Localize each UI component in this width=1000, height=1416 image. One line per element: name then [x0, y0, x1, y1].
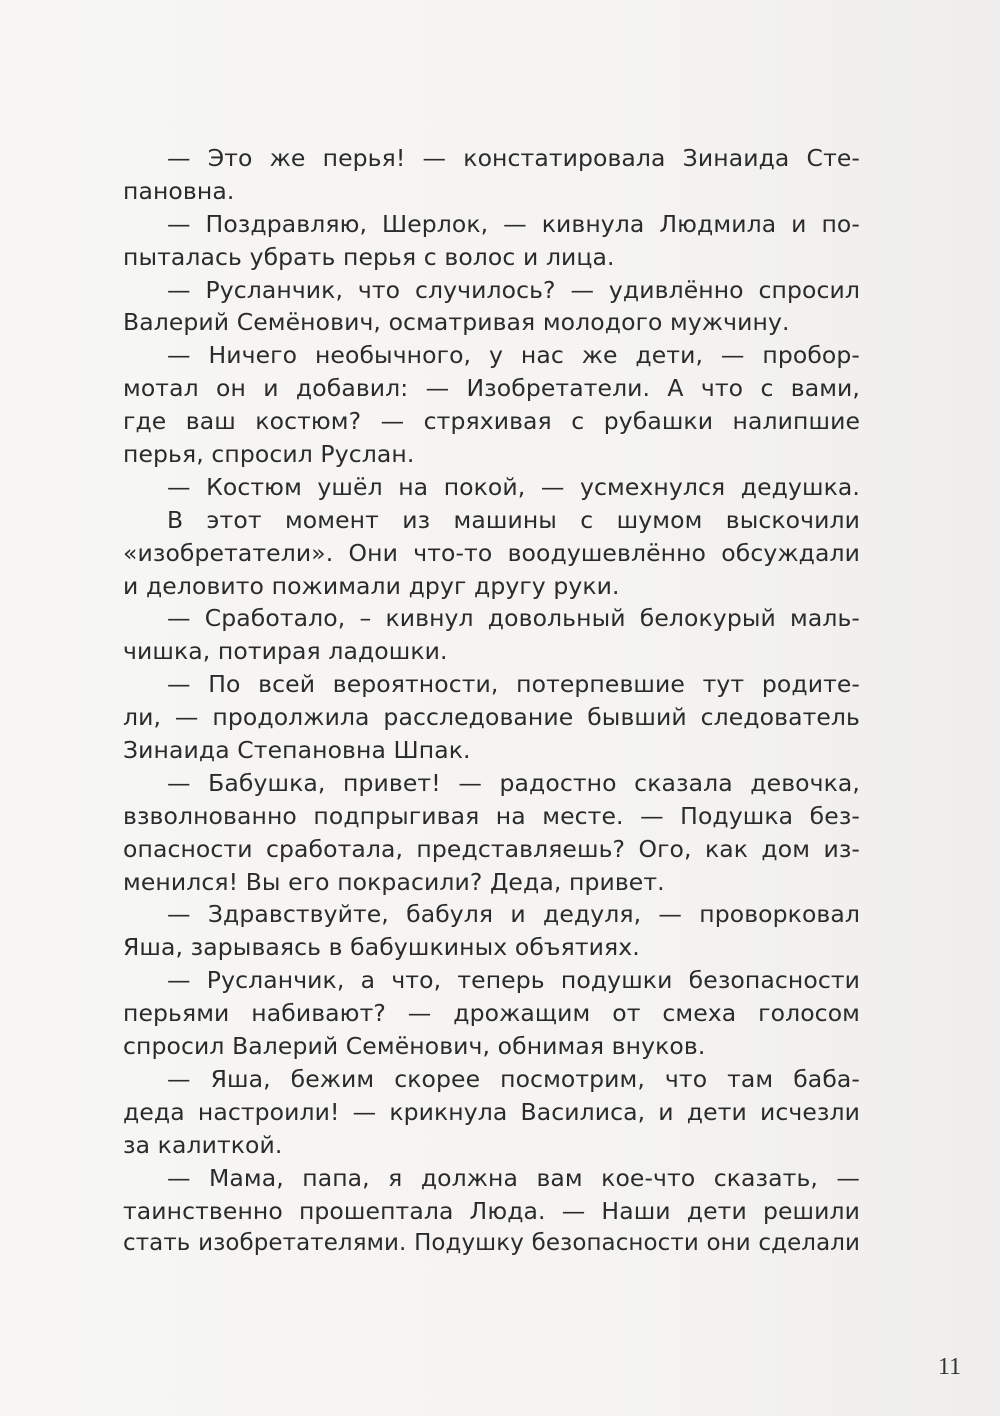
text-line: деда настроили! — крикнула Василиса, и дети исчезли — [123, 1097, 860, 1126]
text-line: — Поздравляю, Шерлок, — кивнула Людмила и по- — [167, 209, 860, 238]
text-line: — Русланчик, а что, теперь подушки безопасности — [167, 966, 860, 995]
text-line: — Ничего необычного, у нас же дети, — пробор- — [167, 341, 860, 370]
text-line: «изобретатели». Они что-то воодушевлённо обсуждали — [123, 538, 860, 567]
text-line: и деловито пожимали друг другу руки. — [123, 571, 620, 600]
text-line: — Костюм ушёл на покой, — усмехнулся дедушка. — [167, 472, 860, 501]
text-line: перьями набивают? — дрожащим от смеха голосом — [123, 999, 860, 1028]
text-line: перья, спросил Руслан. — [123, 440, 415, 469]
text-line: за калиткой. — [123, 1130, 283, 1159]
text-line: — Это же перья! — констатировала Зинаида Сте- — [167, 144, 860, 172]
text-line: спросил Валерий Семёнович, обнимая внуков. — [123, 1032, 706, 1061]
text-line: В этот момент из машины с шумом выскочили — [167, 505, 860, 534]
text-line: — Сработало, – кивнул довольный белокурый маль- — [167, 604, 860, 633]
text-line: пановна. — [123, 176, 235, 205]
body-text — [123, 142, 860, 1260]
text-line: мотал он и добавил: — Изобретатели. А что с вами, — [123, 374, 860, 403]
text-line: опасности сработала, представляешь? Ого, как дом из- — [123, 834, 860, 863]
text-line: где ваш костюм? — стряхивая с рубашки налипшие — [123, 407, 860, 436]
text-line: взволнованно подпрыгивая на месте. — Подушка без- — [123, 801, 860, 830]
text-line: Зинаида Степановна Шпак. — [123, 736, 471, 765]
text-line: — Русланчик, что случилось? — удивлённо спросил — [167, 275, 860, 304]
text-line: — Бабушка, привет! — радостно сказала девочка, — [167, 768, 860, 797]
text-line: ли, — продолжила расследование бывший следователь — [123, 703, 860, 732]
text-line: — Яша, бежим скорее посмотрим, что там баба- — [167, 1064, 860, 1093]
page-number: 11 — [938, 1354, 962, 1380]
text-line: Валерий Семёнович, осматривая молодого мужчину. — [123, 308, 790, 337]
text-line: пыталась убрать перья с волос и лица. — [123, 242, 615, 271]
text-line: таинственно прошептала Люда. — Наши дети решили — [123, 1196, 860, 1225]
text-line: — Здравствуйте, бабуля и дедуля, — проворковал — [167, 900, 860, 929]
text-line: менился! Вы его покрасили? Деда, привет. — [123, 867, 665, 896]
text-line: — По всей вероятности, потерпевшие тут родите- — [167, 670, 860, 699]
text-line: стать изобретателями. Подушку безопасности они сделали — [123, 1230, 860, 1257]
text-line: — Мама, папа, я должна вам кое-что сказать, — — [167, 1163, 860, 1192]
text-line: чишка, потирая ладошки. — [123, 637, 448, 666]
text-line: Яша, зарываясь в бабушкиных объятиях. — [123, 933, 640, 962]
